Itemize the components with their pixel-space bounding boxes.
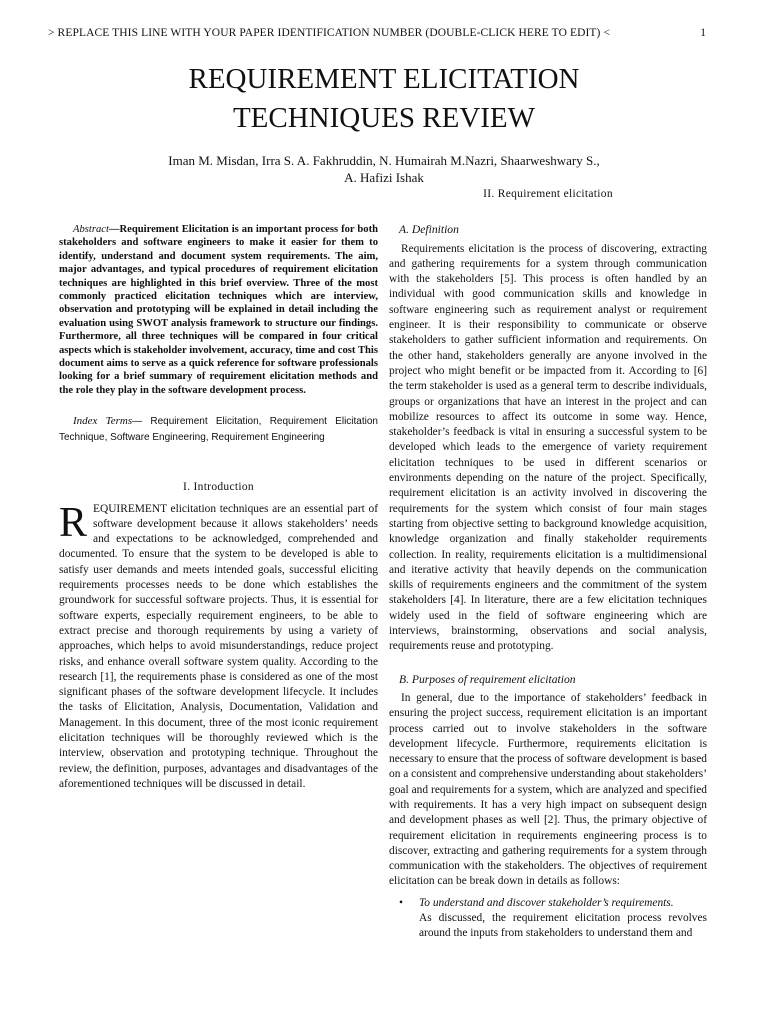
introduction-paragraph xyxy=(59,499,378,793)
paper-title xyxy=(0,60,768,138)
purposes-paragraph: In general, due to the importance of stakeholders’ feedback in ensuring the project success, requirement elicitation is an important process carried out to involve stakeholders in the software development lifecycle. Furthermore, requirements elicitation is necessary to ensure that the process of software development is based on a consistent and comprehensive understanding about stakeholders’ goal and requirements for a system, which are analyzed and specified with requirements. It has a very high impact on subsequent design and development phases as well [2]. Thus, the primary objective of requirement elicitation in requirements engineering process is to discover, extracting and gathering requirements for a system through communication with the stakeholders. The objectives of requirement elicitation can be break down in details as follows: xyxy=(389,691,707,888)
bullet-marker: • xyxy=(399,896,403,909)
index-terms-label: Index Terms xyxy=(73,415,133,428)
title-line-2: TECHNIQUES REVIEW xyxy=(232,102,536,134)
index-terms xyxy=(59,413,378,446)
author-list xyxy=(0,152,768,186)
authors-line-2: A. Hafizi Ishak xyxy=(344,170,424,185)
authors-line-1: Iman M. Misdan, Irra S. A. Fakhruddin, N. Humairah M.Nazri, Shaarweshwary S., xyxy=(168,153,600,168)
introduction-text: EQUIREMENT elicitation techniques are an essential part of software development because it allows stakeholders’ needs and expectations to be acknowledged, comprehended and documented. To ensure that the system to be developed is able to satisfy user demands and meets intended goals, successful eliciting requirements processes needs to be done which establishes the groundwork for successful software projects. Thus, it is essential for software experts, especially requirement engineers, to be able to extract precise and thorough requirements by using a variety of approaches, which helps to avoid misunderstandings, reduce project risks, and enhance overall software system quality. According to the research [1], the requirements phase is considered as one of the most significant phases of the software development lifecycle. It includes the tasks of Elicitation, Analysis, Documentation, Validation and Management. In this document, three of the most iconic requirement elicitation techniques will be thoroughly reviewed which is the interview, observation and prototyping technique. Throughout the review, the definition, purposes, advantages and disadvantages of the aforementioned techniques will be discussed in detail. xyxy=(59,502,378,790)
drop-cap-letter: R xyxy=(59,499,88,546)
definition-paragraph: Requirements elicitation is the process of discovering, extracting and gathering requirements for a system through communication with the stakeholders [5]. This process is often handled by an individual with good communication skills and knowledge in software engineering such as requirement analyst or requirement engineer. It is their responsibility to communicate or observe stakeholders to gather sufficient information and requirements. On the other hand, stakeholders generally are anyone involved in the project who might benefit or be impacted from it. According to [6] the term stakeholder is used as a general term to describe individuals, groups or organizations that have an interest in the project and can mobilize resources to affect its outcome in some way. Hence, stakeholder’s feedback is vital in ensuring a successful system to be developed which leads to the emergence of variety requirement elicitation techniques to be used in different scenarios or environments depending on the nature of the project. Specifically, requirement elicitation is an activity involved in discovering the requirements for the system which consist of four main stages starting from objective setting to background knowledge acquisition, knowledge organization and finally stakeholder requirements collection. In reality, requirements elicitation is a multidimensional and iterative activity that heavily depends on the communication skills of requirements engineers and the commitment of the system stakeholders [4]. In literature, there are a few elicitation techniques widely used in the field of software engineering which are interviews, brainstorming, observations and social analysis, requirements reuse and prototyping. xyxy=(389,242,707,653)
abstract-label: Abstract xyxy=(73,224,109,235)
paper-id-header: > REPLACE THIS LINE WITH YOUR PAPER IDENTIFICATION NUMBER (DOUBLE-CLICK HERE TO EDIT) < xyxy=(48,27,611,39)
section-heading-requirement-elicitation: II. Requirement elicitation xyxy=(483,188,613,200)
abstract-text: —Requirement Elicitation is an important process for both stakeholders and software engineers to make it easier for them to identify, understand and document system requirements. The aim, major advantages, and typical procedures of requirement elicitation techniques are highlighted in this brief overview. Three of the most commonly practiced elicitation techniques which are interview, observation and prototyping will be explained in detail including the evaluation using SWOT analysis framework to structure our findings. Furthermore, all three techniques will be compared in four critical aspects which is stakeholder involvement, accuracy, time and cost This document aims to serve as a quick reference for software professionals looking for a brief summary of requirement elicitation methods and the role they play in the software development process. xyxy=(59,224,378,396)
section-heading-introduction: I. Introduction xyxy=(183,481,254,494)
subheading-purposes: B. Purposes of requirement elicitation xyxy=(399,672,576,686)
page-number: 1 xyxy=(700,27,706,39)
bullet-title: To understand and discover stakeholder’s requirements. xyxy=(419,896,674,909)
bullet-text: As discussed, the requirement elicitation process revolves around the inputs from stakeholders to understand them and xyxy=(419,912,707,940)
right-column xyxy=(389,187,707,942)
index-terms-text: — Requirement Elicitation, Requirement Elicitation Technique, Software Engineering, Requirement Engineering xyxy=(59,416,378,444)
left-column xyxy=(59,223,378,792)
subheading-definition: A. Definition xyxy=(399,223,459,237)
abstract xyxy=(59,223,378,397)
title-line-1: REQUIREMENT ELICITATION xyxy=(188,63,580,95)
objective-bullet xyxy=(389,896,707,942)
